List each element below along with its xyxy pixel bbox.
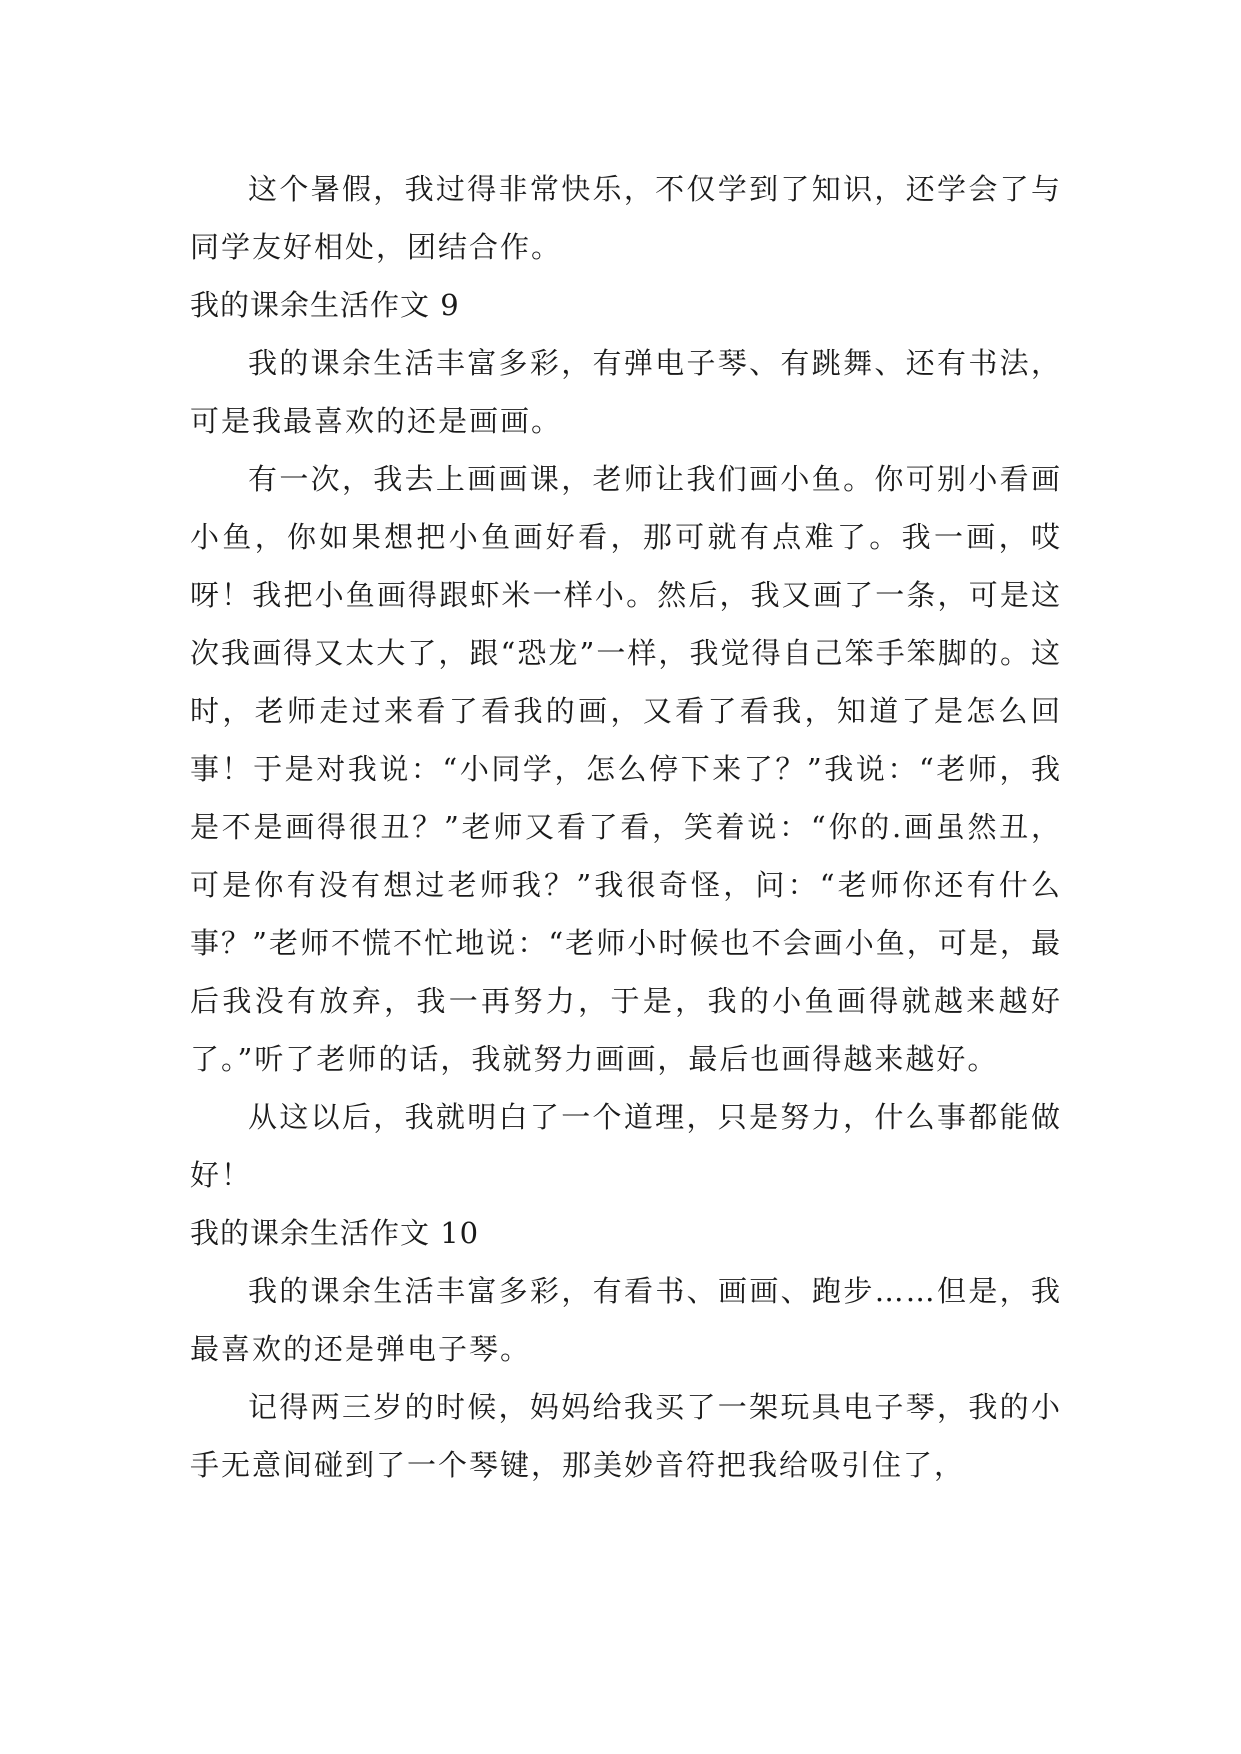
paragraph: 从这以后，我就明白了一个道理，只是努力，什么事都能做好！: [190, 1100, 1062, 1192]
paragraph: 这个暑假，我过得非常快乐，不仅学到了知识，还学会了与同学友好相处，团结合作。: [190, 172, 1062, 264]
paragraph: 记得两三岁的时候，妈妈给我买了一架玩具电子琴，我的小手无意间碰到了一个琴键，那美妙音符把我给吸引住了，: [190, 1390, 1062, 1482]
document-body: [190, 160, 1062, 1494]
section-heading: 我的课余生活作文 10: [190, 1216, 480, 1250]
section-heading: 我的课余生活作文 9: [190, 288, 460, 322]
paragraph: 我的课余生活丰富多彩，有弹电子琴、有跳舞、还有书法，可是我最喜欢的还是画画。: [190, 346, 1062, 438]
paragraph: 我的课余生活丰富多彩，有看书、画画、跑步……但是，我最喜欢的还是弹电子琴。: [190, 1274, 1062, 1366]
paragraph: 有一次，我去上画画课，老师让我们画小鱼。你可别小看画小鱼，你如果想把小鱼画好看，那可就有点难了。我一画，哎呀！我把小鱼画得跟虾米一样小。然后，我又画了一条，可是这次我画得又太大了，跟“恐龙”一样，我觉得自己笨手笨脚的。这时，老师走过来看了看我的画，又看了看我，知道了是怎么回事！于是对我说：“小同学，怎么停下来了？”我说：“老师，我是不是画得很丑？”老师又看了看，笑着说：“你的.画虽然丑，可是你有没有想过老师我？”我很奇怪，问：“老师你还有什么事？”老师不慌不忙地说：“老师小时候也不会画小鱼，可是，最后我没有放弃，我一再努力，于是，我的小鱼画得就越来越好了。”听了老师的话，我就努力画画，最后也画得越来越好。: [190, 462, 1062, 1076]
